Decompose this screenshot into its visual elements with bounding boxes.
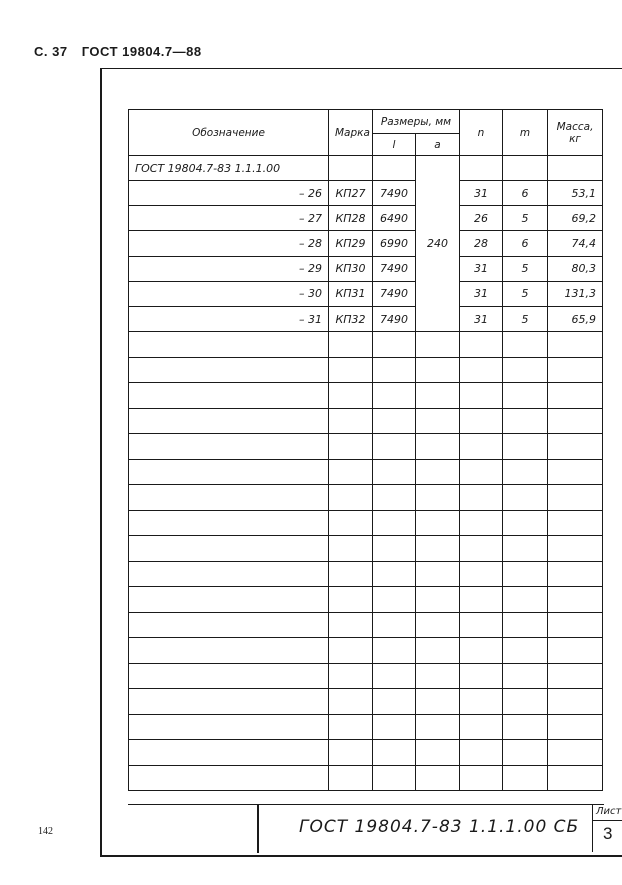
row-designation: – 26: [129, 181, 329, 206]
empty-cell: [329, 612, 373, 638]
empty-cell: [460, 714, 503, 740]
title-block: [257, 804, 604, 853]
row-n: 31: [460, 281, 503, 306]
header-l: l: [373, 134, 416, 156]
empty-cell: [416, 587, 460, 613]
empty-cell: [329, 561, 373, 587]
empty-cell: [329, 459, 373, 485]
empty-cell: [129, 434, 329, 460]
empty-cell: [416, 740, 460, 766]
header-n: n: [460, 110, 503, 156]
empty-cell: [548, 536, 603, 562]
empty-cell: [460, 332, 503, 358]
empty-cell: [373, 485, 416, 511]
empty-cell: [329, 587, 373, 613]
empty-cell: [373, 612, 416, 638]
empty-row: [129, 357, 603, 383]
empty-cell: [373, 740, 416, 766]
empty-cell: [548, 510, 603, 536]
empty-cell: [548, 689, 603, 715]
row-mark: КП29: [329, 231, 373, 256]
row-mass: 65,9: [548, 306, 603, 331]
empty-cell: [548, 357, 603, 383]
empty-cell: [460, 383, 503, 409]
row-m: 5: [503, 306, 548, 331]
empty-cell: [503, 587, 548, 613]
empty-cell: [503, 434, 548, 460]
empty-cell: [329, 434, 373, 460]
row-l: 7490: [373, 256, 416, 281]
empty-cell: [416, 612, 460, 638]
table-row: [129, 181, 603, 206]
empty-cell: [329, 663, 373, 689]
empty-row: [129, 332, 603, 358]
empty-cell: [373, 510, 416, 536]
empty-cell: [460, 689, 503, 715]
empty-cell: [416, 459, 460, 485]
empty-cell: [129, 408, 329, 434]
row-l: 6990: [373, 231, 416, 256]
empty-cell: [460, 459, 503, 485]
empty-cell: [329, 638, 373, 664]
header-designation: Обозначение: [129, 110, 329, 156]
empty-cell: [129, 357, 329, 383]
empty-cell: [129, 714, 329, 740]
specification-table: [128, 109, 603, 791]
empty-cell: [460, 561, 503, 587]
row-mark: КП30: [329, 256, 373, 281]
sheet-divider: [593, 820, 622, 821]
empty-cell: [548, 663, 603, 689]
table-row: [129, 281, 603, 306]
empty-cell: [129, 561, 329, 587]
empty-row: [129, 612, 603, 638]
empty-cell: [548, 765, 603, 791]
row-mass: 131,3: [548, 281, 603, 306]
title-block-left: [128, 804, 257, 853]
empty-cell: [416, 689, 460, 715]
empty-cell: [416, 765, 460, 791]
empty-row: [129, 485, 603, 511]
empty-row: [129, 740, 603, 766]
empty-cell: [129, 689, 329, 715]
empty-cell: [416, 383, 460, 409]
row-designation: – 27: [129, 206, 329, 231]
empty-cell: [548, 459, 603, 485]
empty-cell: [329, 714, 373, 740]
empty-cell: [373, 332, 416, 358]
empty-cell: [129, 638, 329, 664]
empty-cell: [503, 357, 548, 383]
row-mark: КП27: [329, 181, 373, 206]
empty-cell: [548, 612, 603, 638]
empty-cell: [373, 638, 416, 664]
empty-cell: [503, 459, 548, 485]
row-mark: КП31: [329, 281, 373, 306]
empty-cell: [503, 638, 548, 664]
table-row: [129, 231, 603, 256]
empty-rows: [129, 332, 603, 791]
document-code: ГОСТ 19804.7-83 1.1.1.00 СБ: [299, 817, 580, 837]
empty-cell: [503, 510, 548, 536]
header-m: m: [503, 110, 548, 156]
row-m: 6: [503, 231, 548, 256]
empty-cell: [373, 587, 416, 613]
empty-row: [129, 638, 603, 664]
row-n: 28: [460, 231, 503, 256]
empty-cell: [548, 332, 603, 358]
empty-cell: [460, 357, 503, 383]
empty-cell: [129, 485, 329, 511]
empty-cell: [129, 536, 329, 562]
empty-cell: [373, 689, 416, 715]
empty-cell: [129, 740, 329, 766]
empty-cell: [129, 383, 329, 409]
empty-cell: [416, 663, 460, 689]
empty-row: [129, 408, 603, 434]
row-n: 26: [460, 206, 503, 231]
group-title: ГОСТ 19804.7-83 1.1.1.00: [129, 156, 329, 181]
empty-cell: [416, 357, 460, 383]
empty-cell: [373, 408, 416, 434]
empty-cell: [129, 510, 329, 536]
table-row: [129, 306, 603, 331]
empty-row: [129, 714, 603, 740]
empty-cell: [329, 383, 373, 409]
sheet-label: Лист: [596, 806, 622, 817]
row-designation: – 28: [129, 231, 329, 256]
empty-cell: [416, 638, 460, 664]
empty-cell: [329, 765, 373, 791]
empty-cell: [329, 485, 373, 511]
empty-cell: [460, 434, 503, 460]
empty-cell: [503, 663, 548, 689]
empty-cell: [329, 689, 373, 715]
empty-cell: [503, 332, 548, 358]
empty-row: [129, 434, 603, 460]
empty-cell: [503, 485, 548, 511]
empty-cell: [548, 638, 603, 664]
page-number: 142: [38, 826, 53, 837]
empty-cell: [460, 485, 503, 511]
empty-cell: [460, 587, 503, 613]
row-mass: 74,4: [548, 231, 603, 256]
empty-cell: [329, 536, 373, 562]
empty-cell: [503, 612, 548, 638]
standard-label: ГОСТ 19804.7—88: [81, 44, 202, 59]
empty-cell: [460, 612, 503, 638]
empty-cell: [129, 663, 329, 689]
sheet-number: 3: [603, 824, 613, 843]
row-l: 7490: [373, 181, 416, 206]
row-l: 6490: [373, 206, 416, 231]
empty-cell: [373, 459, 416, 485]
empty-cell: [503, 561, 548, 587]
empty-cell: [373, 663, 416, 689]
empty-cell: [503, 383, 548, 409]
empty-cell: [129, 612, 329, 638]
empty-cell: [373, 536, 416, 562]
page-label: С. 37: [34, 44, 68, 59]
row-mass: 80,3: [548, 256, 603, 281]
empty-cell: [129, 587, 329, 613]
empty-cell: [416, 485, 460, 511]
empty-row: [129, 689, 603, 715]
table-row: [129, 206, 603, 231]
empty-row: [129, 383, 603, 409]
row-n: 31: [460, 181, 503, 206]
empty-cell: [548, 408, 603, 434]
empty-cell: [460, 408, 503, 434]
row-n: 31: [460, 306, 503, 331]
row-m: 5: [503, 256, 548, 281]
empty-row: [129, 587, 603, 613]
empty-cell: [129, 459, 329, 485]
empty-cell: [460, 765, 503, 791]
row-mass: 53,1: [548, 181, 603, 206]
empty-cell: [129, 765, 329, 791]
empty-cell: [548, 561, 603, 587]
row-mass: 69,2: [548, 206, 603, 231]
empty-cell: [373, 765, 416, 791]
empty-cell: [548, 587, 603, 613]
row-m: 6: [503, 181, 548, 206]
empty-cell: [548, 434, 603, 460]
empty-cell: [373, 383, 416, 409]
empty-cell: [503, 740, 548, 766]
header-mass: Масса, кг: [548, 110, 603, 156]
empty-row: [129, 663, 603, 689]
empty-cell: [548, 383, 603, 409]
empty-cell: [373, 434, 416, 460]
empty-cell: [373, 357, 416, 383]
row-m: 5: [503, 206, 548, 231]
empty-cell: [460, 536, 503, 562]
empty-cell: [503, 689, 548, 715]
sheet-cell: [592, 804, 622, 852]
table-row: [129, 256, 603, 281]
empty-cell: [416, 561, 460, 587]
row-l: 7490: [373, 306, 416, 331]
empty-cell: [548, 740, 603, 766]
empty-cell: [416, 510, 460, 536]
empty-cell: [329, 332, 373, 358]
empty-cell: [329, 357, 373, 383]
shared-a-value: 240: [416, 156, 460, 332]
header-a: a: [416, 134, 460, 156]
empty-cell: [129, 332, 329, 358]
row-m: 5: [503, 281, 548, 306]
row-mark: КП28: [329, 206, 373, 231]
empty-cell: [416, 332, 460, 358]
header-dimensions: Размеры, мм: [373, 110, 460, 134]
empty-row: [129, 561, 603, 587]
empty-cell: [460, 510, 503, 536]
empty-cell: [460, 663, 503, 689]
empty-cell: [416, 408, 460, 434]
empty-cell: [460, 638, 503, 664]
empty-cell: [548, 485, 603, 511]
empty-cell: [503, 765, 548, 791]
row-n: 31: [460, 256, 503, 281]
row-designation: – 30: [129, 281, 329, 306]
empty-cell: [503, 714, 548, 740]
empty-row: [129, 459, 603, 485]
empty-cell: [503, 408, 548, 434]
empty-row: [129, 536, 603, 562]
empty-row: [129, 765, 603, 791]
empty-cell: [329, 510, 373, 536]
empty-cell: [329, 408, 373, 434]
empty-cell: [503, 536, 548, 562]
header-mark: Марка: [329, 110, 373, 156]
row-l: 7490: [373, 281, 416, 306]
row-mark: КП32: [329, 306, 373, 331]
page-header: [34, 44, 212, 59]
empty-row: [129, 510, 603, 536]
empty-cell: [548, 714, 603, 740]
empty-cell: [373, 561, 416, 587]
empty-cell: [416, 714, 460, 740]
empty-cell: [460, 740, 503, 766]
empty-cell: [416, 434, 460, 460]
row-designation: – 31: [129, 306, 329, 331]
empty-cell: [416, 536, 460, 562]
empty-cell: [329, 740, 373, 766]
row-designation: – 29: [129, 256, 329, 281]
empty-cell: [373, 714, 416, 740]
